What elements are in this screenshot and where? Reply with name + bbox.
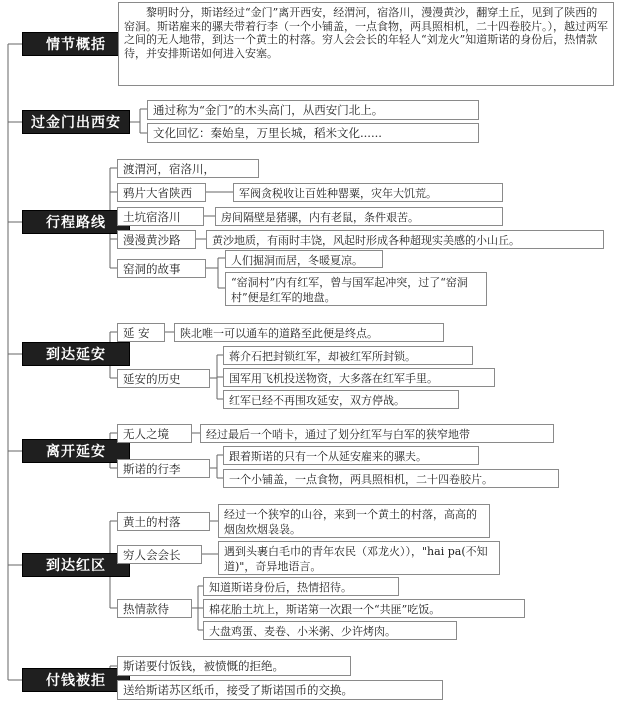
- route-shalu: 漫漫黄沙路: [117, 230, 196, 249]
- route-yapian: 鸦片大省陕西: [117, 183, 206, 202]
- category-leave-xian: 过金门出西安: [22, 110, 130, 134]
- yanan-history-item: 蒋介石把封锁红军，却被红军所封锁。: [223, 346, 473, 365]
- redzone-kuandai-item: 知道斯诺身份后，热情招待。: [203, 577, 399, 596]
- leave-xingli: 斯诺的行李: [117, 459, 210, 478]
- pay-item: 送给斯诺苏区纸币，接受了斯诺国币的交换。: [117, 680, 443, 700]
- route-shalu-detail: 黄沙地质，有雨时丰饶，风起时形成各种超现实美感的小山丘。: [206, 230, 604, 249]
- route-yaodong-detail: 人们掘洞而居，冬暖夏凉。: [225, 250, 383, 268]
- jinmen-item: 文化回忆：秦始皇，万里长城，稻米文化......: [147, 123, 479, 143]
- redzone-huizhang-detail: 遇到头裹白毛巾的青年农民（邓龙火）），"hai pa(不知道)"，奇异地语言。: [218, 541, 500, 575]
- category-leave-yanan: 离开延安: [22, 439, 130, 463]
- pay-item: 斯诺要付饭钱，被愤慨的拒绝。: [117, 656, 351, 676]
- leave-wuren-detail: 经过最后一个哨卡，通过了划分红军与白军的狭窄地带: [200, 424, 554, 443]
- redzone-kuandai-item: 大盘鸡蛋、麦卷、小米粥、少许烤肉。: [203, 621, 457, 640]
- route-tukang-detail: 房间隔壁是猪骡，内有老鼠，条件艰苦。: [215, 207, 503, 226]
- yanan-detail: 陕北唯一可以通车的道路至此便是终点。: [174, 323, 444, 342]
- redzone-kuandai: 热情款待: [117, 599, 192, 618]
- route-yaodong: 窑洞的故事: [117, 259, 206, 278]
- redzone-cunluo: 黄土的村落: [117, 512, 210, 531]
- redzone-cunluo-detail: 经过一个狭窄的山谷，来到一个黄土的村落，高高的烟囱炊烟袅袅。: [218, 504, 490, 538]
- jinmen-item: 通过称为“金门”的木头高门，从西安门北上。: [147, 100, 479, 120]
- yanan-label: 延 安: [117, 323, 165, 342]
- yanan-history-item: 红军已经不再围攻延安，双方停战。: [223, 390, 459, 409]
- route-tukang: 土坑宿洛川: [117, 207, 204, 226]
- category-pay-refused: 付钱被拒: [22, 668, 130, 692]
- summary-text: 黎明时分，斯诺经过“金门”离开西安，经渭河，宿洛川，漫漫黄沙，翻穿土丘，见到了陕西的窑洞。斯诺雇来的骡夫带着行李（一个小铺盖，一点食物，两具照相机，二十四卷胶片。），越过两军之间的无人地带，到达一个黄土的村落。穷人会会长的年轻人“刘龙火”知道斯诺的身份后，热情款待，并安排斯诺如何进入安塞。: [118, 2, 614, 86]
- redzone-huizhang: 穷人会会长: [117, 545, 202, 564]
- yanan-history-item: 国军用飞机投送物资，大多落在红军手里。: [223, 368, 495, 387]
- leave-xingli-item: 一个小铺盖，一点食物，两具照相机，二十四卷胶片。: [223, 469, 559, 488]
- category-plot-summary: 情节概括: [22, 32, 130, 56]
- category-arrive-redzone: 到达红区: [22, 553, 130, 577]
- leave-wuren: 无人之境: [117, 424, 192, 443]
- redzone-kuandai-item: 棉花胎土坑上，斯诺第一次跟一个“共匪”吃饭。: [203, 599, 525, 618]
- category-arrive-yanan: 到达延安: [22, 342, 130, 366]
- route-yaodong-detail: “窑洞村”内有红军，曾与国军起冲突，过了“窑洞村”便是红军的地盘。: [225, 272, 487, 306]
- yanan-history: 延安的历史: [117, 369, 210, 388]
- route-weihe: 渡渭河，宿洛川，: [117, 159, 259, 178]
- route-yapian-detail: 军阀贪税收让百姓种罂粟，灾年大饥荒。: [233, 183, 503, 202]
- leave-xingli-item: 跟着斯诺的只有一个从延安雇来的骡夫。: [223, 446, 479, 465]
- category-route: 行程路线: [22, 210, 130, 234]
